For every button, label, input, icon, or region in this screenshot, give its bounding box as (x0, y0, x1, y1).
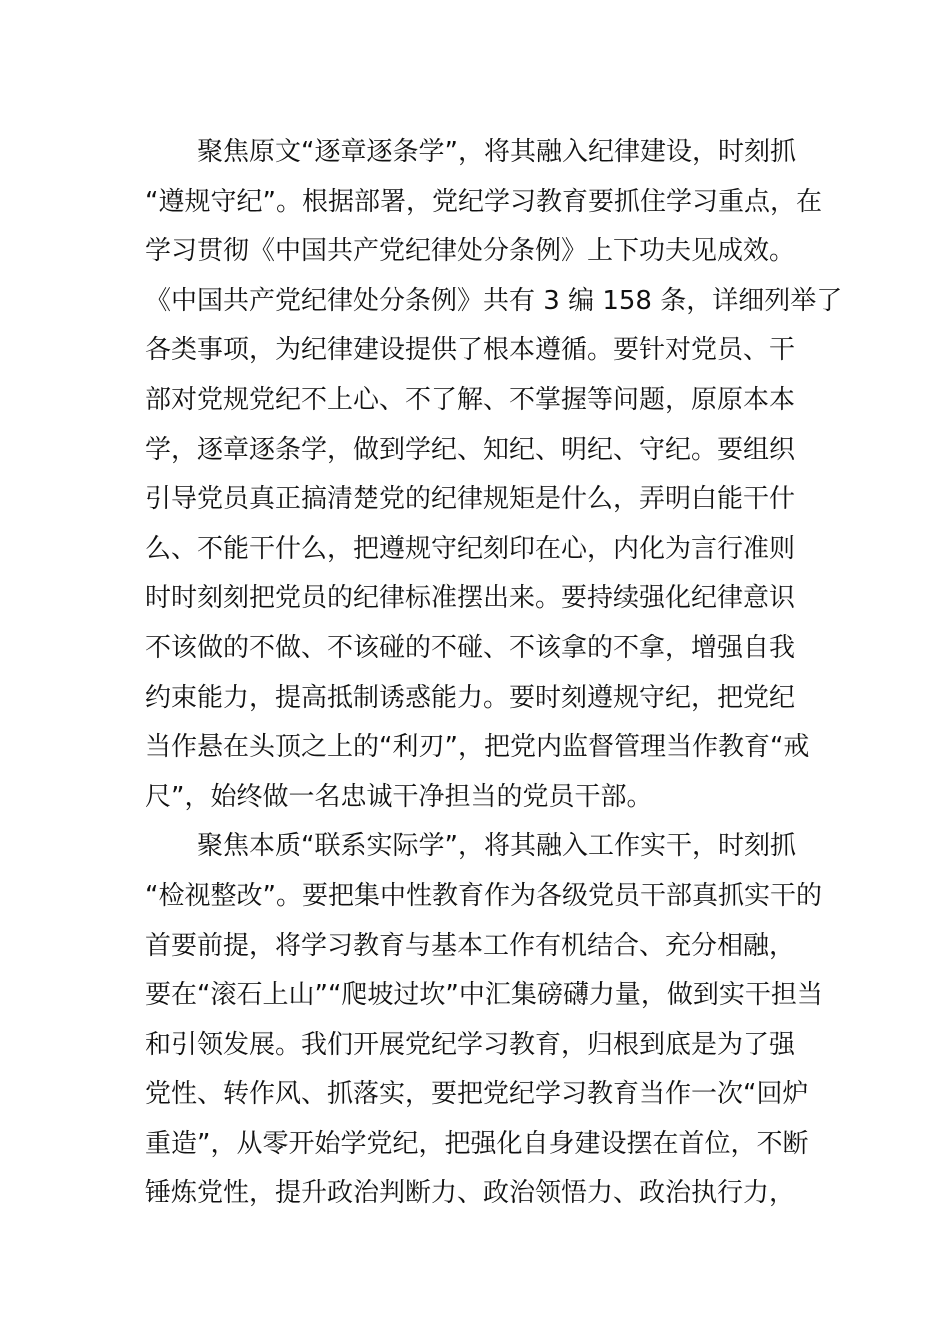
text-line: “检视整改”。要把集中性教育作为各级党员干部真抓实干的 (145, 880, 822, 911)
text-line: 不该做的不做、不该碰的不碰、不该拿的不拿，增强自我 (145, 632, 796, 663)
text-line: 各类事项，为纪律建设提供了根本遵循。要针对党员、干 (145, 335, 796, 366)
text-line: 锤炼党性，提升政治判断力、政治领悟力、政治执行力， (145, 1178, 796, 1209)
text-line: 聚焦原文“逐章逐条学”，将其融入纪律建设，时刻抓 (197, 137, 796, 167)
text-line: 学习贯彻《中国共产党纪律处分条例》上下功夫见成效。 (145, 236, 796, 267)
text-line: “遵规守纪”。根据部署，党纪学习教育要抓住学习重点，在 (145, 186, 822, 217)
text-line: 引导党员真正搞清楚党的纪律规矩是什么，弄明白能干什 (145, 484, 796, 515)
text-line: 尺”，始终做一名忠诚干净担当的党员干部。 (145, 781, 653, 812)
text-line: 要在“滚石上山”“爬坡过坎”中汇集磅礴力量，做到实干担当 (145, 980, 823, 1011)
paragraph-2 (145, 822, 823, 1219)
text-line: 《中国共产党纪律处分条例》共有 3 编 158 条，详细列举了 (145, 285, 843, 316)
text-line: 聚焦本质“联系实际学”，将其融入工作实干，时刻抓 (197, 831, 796, 862)
text-line: 么、不能干什么，把遵规守纪刻印在心，内化为言行准则 (145, 533, 796, 564)
text-line: 和引领发展。我们开展党纪学习教育，归根到底是为了强 (145, 1029, 796, 1060)
text-line: 重造”，从零开始学党纪，把强化自身建设摆在首位，不断 (145, 1128, 809, 1159)
text-line: 首要前提，将学习教育与基本工作有机结合、充分相融， (145, 930, 796, 961)
text-line: 党性、转作风、抓落实，要把党纪学习教育当作一次“回炉 (145, 1079, 809, 1110)
paragraph-1 (145, 128, 843, 822)
text-line: 部对党规党纪不上心、不了解、不掌握等问题，原原本本 (145, 384, 796, 415)
text-line: 时时刻刻把党员的纪律标准摆出来。要持续强化纪律意识 (145, 583, 796, 614)
text-line: 当作悬在头顶之上的“利刃”，把党内监督管理当作教育“戒 (145, 732, 810, 763)
text-line: 学，逐章逐条学，做到学纪、知纪、明纪、守纪。要组织 (145, 434, 796, 465)
text-line: 约束能力，提高抵制诱惑能力。要时刻遵规守纪，把党纪 (145, 682, 796, 713)
document-body (145, 128, 843, 1219)
